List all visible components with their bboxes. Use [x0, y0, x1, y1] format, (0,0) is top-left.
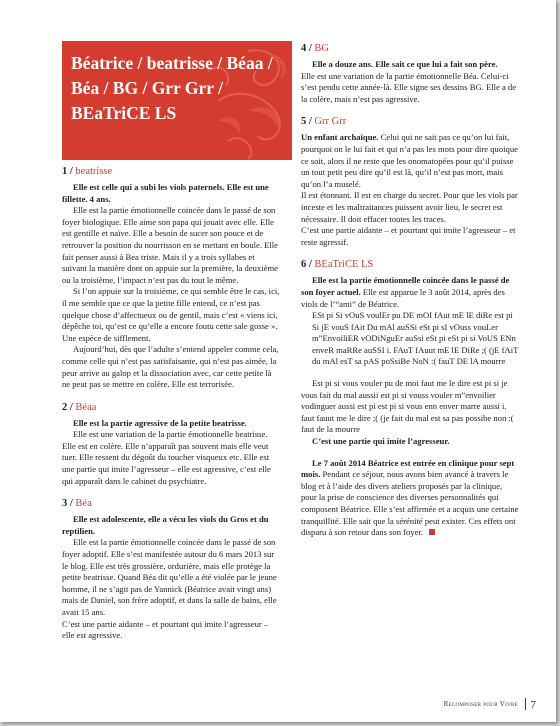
right-column [301, 42, 519, 539]
paragraph: Elle est la partie émotionnelle coincée dans le passé de son foyer biologique. Elle aime son papa qui jouait avec elle. Elle est gentille et naïve. Elle a besoin de sucer son pouce et de retrouver la position du nourrisson en se mettant en boule. Elle fait penser aussi à Bea triste. Mais il y a trois syllabes et suivant la manière dont on appuie sur la première, la deuxième ou la troisième, l’impact n’est pas du tout le même. [62, 205, 278, 285]
section-heading: 5 / Grr Grr [301, 116, 347, 128]
quoted-message: ESt pi Si vOuS voulEr pu DE mOI fAut mE lE diRe est pi Si jE vouS fAit Du mAl auSSi eSt pi sI vOuss vouLer m”EnvoiliER vODiNguEr auSsi eSt pi eSt pi si VoUS ENn envеR maRRe auSSI i. FAuT fAuut mE lE DiRe ;( (jE fAiT du mAl esT sa pAS poSsiBe NoN :( fauT DE lA mourre [312, 310, 519, 367]
paragraph: Il est étonnant. Il est en charge du secret. Pour que les viols par inceste et les maltraitances puissent avoir lieu, le secret est nécessaire. Il doit effacer toutes les traces. [301, 190, 518, 224]
paragraph: C’est une partie aidante – et pourtant qui imite l’agresseur – elle est agressive. [62, 618, 269, 641]
section-beatrisse [62, 165, 280, 391]
section-bg [301, 42, 519, 105]
closing-paragraph: Le 7 août 2014 Béatrice est entrée en clinique pour sept mois. Pendant ce séjour, nous avons bien avancé à travers le blog et à l’aide des divers ateliers proposés par la clinique, pour la prise de conscience des diverses personnalités qui composent Béatrice. Elle s’est affirmée et a acquis une certaine tranquillité. Elle sait que la sérénité peut exister. Ces effets ont disparu à son retour dans son foyer. [301, 457, 519, 538]
paragraph: Si l’on appuie sur la troisième, ce qui semble être le cas, ici, il me semble que ce que la petite fille entend, ce n’est pas quelque chose d’affectueux ou de gentil, mais c’est « viens ici, dépêche toi, qu’est ce qu’elle a encore foutu cette sale gosse ». Une espèce de sifflement. [62, 286, 280, 343]
section-lead: Elle a douze ans. Elle sait ce que lui a fait son père. [312, 59, 498, 69]
section-heading: 4 / BG [301, 43, 330, 54]
section-lead: Elle est adolescente, elle a vécu les viols du Gros et du reptilien. [62, 514, 269, 536]
title-banner [62, 41, 292, 160]
section-lead: Elle est celle qui a subi les viols paternels. Elle est une fillette. 4 ans. [62, 182, 269, 204]
footer-label: Recomposer pour Vivre [443, 700, 518, 708]
page-number: 7 [530, 699, 536, 711]
section-heading: 3 / Béa [62, 498, 92, 510]
section-heading: 2 / Béaa [62, 401, 97, 413]
footer-divider [525, 698, 526, 710]
transcribed-message: Est pi si vous vouler pu de moi faut me le dire est pi si je vous fait du mal aussii est pi si vouss vouler m”envoilier vodinguer aussi est pi est pi si vous enn enver marre aussi i. faut fauut me le dire ;( (je fait du mal est sa pas possibe non :( faut de la mourre [301, 378, 514, 435]
paragraph: Aujourd’hui, dès que l’adulte s’entend appeler comme cela, comme celle qui n’est pas satisfaisante, qui n’est pas aimée, la peur arrive au galop et la dissociation avec, car cette petite là ne peut pas se mettre en colère. Elle est terrorisée. [62, 344, 279, 390]
section-beatrice-ls [301, 258, 519, 447]
section-heading: 1 / beatrisse [62, 166, 113, 177]
paragraph: Elle est la partie émotionnelle coincée dans le passé de son foyer actuel. Elle est apparue le 3 août 2014, après des viols de l’“ami” de Béatrice. [301, 275, 510, 309]
paragraph: Elle est la partie émotionnelle coincée dans le passé de son foyer adoptif. Elle s’est manifestée autour du 6 mars 2013 sur le blog. Elle est très grossière, ordurière, mais elle protège la petite beatrisse. Quand Béa dit qu’elle a été violée par le jeune homme, il ne s’agit pas de Yannick (Béatrice avait vingt ans) mais de Daniel, son frère adoptif, et dans la salle de bains, elle avait 15 ans. [62, 537, 277, 617]
paragraph: Elle est une variation de la partie émotionnelle Béa. Celui-ci s’est pendu cette année-là. Elle signe ses dessins BG. Elle a de la colère, mais n’est pas agressive. [301, 70, 517, 104]
left-column [62, 165, 280, 642]
section-grr-grr [301, 115, 519, 248]
section-bea [62, 497, 280, 642]
paragraph: C’est une partie aidante – et pourtant qui imite l’agresseur – et reste agressif. [301, 225, 516, 247]
section-beaa [62, 401, 280, 488]
paragraph: Un enfant archaïque. Celui qui ne sait pas ce qu’on lui fait, pourquoi on le lui fait et qui n’a pas les mots pour dire quoique ce soit, alors il ne reste que les onomatopées pour qu’il puisse un tout petit peu dire qu’il est là, qu’il n’est pas mort, mais qu’on l’a muselé. [301, 132, 518, 189]
paragraph: Elle est une variation de la partie émotionnelle beatrisse. Elle est en colère. Elle n’apparaît pas souvent mais elle veut tuer. Elle ressent du dégoût du toucher visqueux etc. Elle est une partie qui imite l’agresseur – elle est agressive, c’est elle qui apparaît dans le cabinet du psychiatre. [62, 429, 271, 486]
paragraph: C’est une partie qui imite l’agresseur. [312, 436, 450, 447]
page-title: Béatrice / beatrisse / Béaa / Béa / BG / Grr Grr / BEaTriCE LS [71, 53, 273, 123]
section-lead: Elle est la partie agressive de la petite beatrisse. [73, 417, 247, 428]
end-square-icon [429, 529, 435, 535]
section-heading: 6 / BEaTriCE LS [301, 259, 374, 271]
